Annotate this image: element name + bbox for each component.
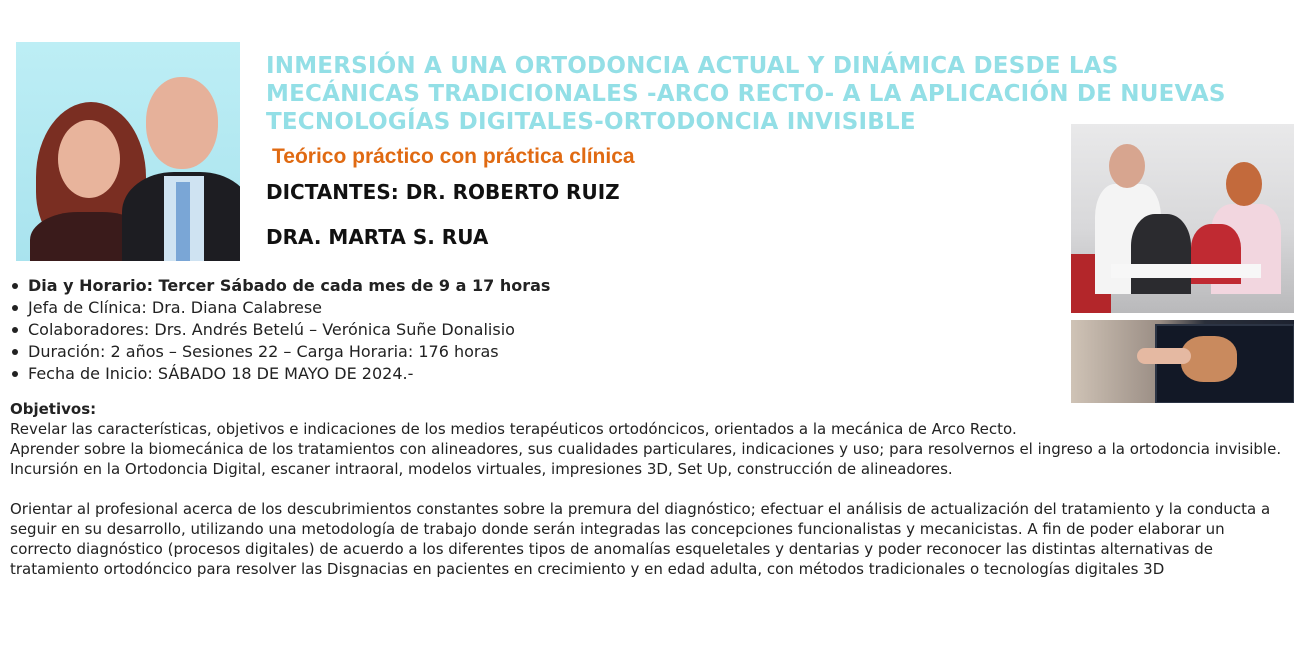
clinic-practice-photo: [1071, 124, 1294, 313]
man-head: [146, 77, 218, 169]
instructors-photo: [16, 42, 240, 261]
course-title-line: MECÁNICAS TRADICIONALES -ARCO RECTO- A LA APLICACIÓN DE NUEVAS: [266, 81, 1226, 107]
doctor-head: [1109, 144, 1145, 188]
digital-orthodontics-photo: [1071, 320, 1294, 403]
instructors-heading: DICTANTES: DR. ROBERTO RUIZ: [266, 180, 620, 204]
objective-paragraph: Orientar al profesional acerca de los descubrimientos constantes sobre la premura del diagnóstico; efectuar el análisis de actualización del tratamiento y la conducta a seguir en su desarrollo, utilizando una metodología de trabajo donde serán integradas las concepciones funcionalistas y mecanicistas. A fin de poder elaborar un correcto diagnóstico (procesos digitales) de acuerdo a los diferentes tipos de anomalías esqueletales y dentarias y poder reconocer las distintas alternativas de tratamiento ortodóncico para resolver las Disgnacias en pacientes en crecimiento y en edad adulta, con métodos tradicionales o tecnologías digitales 3D: [10, 500, 1271, 578]
woman-face: [58, 120, 120, 198]
list-item-collaborators: Colaboradores: Drs. Andrés Betelú – Verónica Suñe Donalisio: [12, 319, 550, 341]
paragraph-spacer: [10, 479, 1290, 499]
list-item-start-date: Fecha de Inicio: SÁBADO 18 DE MAYO DE 2024.-: [12, 363, 550, 385]
objective-paragraph: Revelar las características, objetivos e indicaciones de los medios terapéuticos ortodóncicos, orientados a la mecánica de Arco Recto.: [10, 420, 1017, 438]
course-info-list: [12, 275, 550, 385]
list-item-schedule: Dia y Horario: Tercer Sábado de cada mes de 9 a 17 horas: [12, 275, 550, 297]
objectives-section: [10, 399, 1290, 579]
course-subtitle: Teórico práctico con práctica clínica: [272, 145, 635, 168]
pointing-hand: [1137, 348, 1191, 364]
list-item-clinic-head: Jefa de Clínica: Dra. Diana Calabrese: [12, 297, 550, 319]
course-title-line: INMERSIÓN A UNA ORTODONCIA ACTUAL Y DINÁMICA DESDE LAS: [266, 53, 1119, 79]
objective-paragraph: Aprender sobre la biomecánica de los tratamientos con alineadores, sus cualidades particulares, indicaciones y uso; para resolvernos el ingreso a la ortodoncia invisible.: [10, 440, 1282, 458]
instructor-name: DRA. MARTA S. RUA: [266, 225, 489, 249]
course-title-line: TECNOLOGÍAS DIGITALES-ORTODONCIA INVISIBLE: [266, 109, 916, 135]
man-tie: [176, 182, 190, 261]
doctor-woman-head: [1226, 162, 1262, 206]
dental-chair: [1111, 264, 1261, 278]
objective-paragraph: Incursión en la Ortodoncia Digital, escaner intraoral, modelos virtuales, impresiones 3D, Set Up, construcción de alineadores.: [10, 460, 953, 478]
student-figure: [1131, 214, 1191, 294]
objectives-label: Objetivos:: [10, 400, 97, 418]
list-item-duration: Duración: 2 años – Sesiones 22 – Carga Horaria: 176 horas: [12, 341, 550, 363]
